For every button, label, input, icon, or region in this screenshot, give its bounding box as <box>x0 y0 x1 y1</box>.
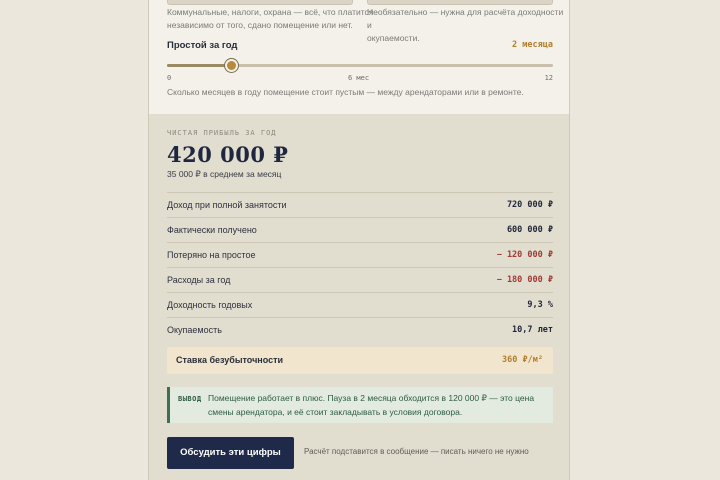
conclusion-box <box>167 387 553 423</box>
result-row-label: Окупаемость <box>167 325 222 335</box>
results-panel <box>149 114 569 480</box>
purchase-price-input[interactable] <box>367 0 553 5</box>
inputs-panel <box>149 0 569 115</box>
result-row-value: 720 000 ₽ <box>506 200 553 210</box>
result-row <box>167 217 553 242</box>
breakeven-row <box>167 347 553 374</box>
vacancy-hint: Сколько месяцев в году помещение стоит пустым — между арендаторами или в ремонте. <box>167 87 524 97</box>
result-row-value: − 120 000 ₽ <box>496 250 553 260</box>
result-row <box>167 317 553 342</box>
result-row-label: Доход при полной занятости <box>167 200 287 210</box>
vacancy-slider-fill <box>167 64 231 67</box>
result-row <box>167 242 553 267</box>
result-row-value: 9,3 % <box>527 300 553 310</box>
purchase-price-hint: Необязательно — нужна для расчёта доходности и окупаемости. <box>367 7 564 43</box>
vacancy-tick-mid: 6 мес <box>348 74 370 82</box>
monthly-average: 35 000 ₽ в среднем за месяц <box>167 169 282 179</box>
result-row-label: Доходность годовых <box>167 300 253 310</box>
result-row <box>167 267 553 292</box>
calculator-card <box>148 0 570 480</box>
net-profit-caption: ЧИСТАЯ ПРИБЫЛЬ ЗА ГОД <box>167 129 277 137</box>
breakeven-value: 360 ₽/м² <box>502 355 543 365</box>
result-row-label: Потеряно на простое <box>167 250 256 260</box>
result-row <box>167 192 553 217</box>
result-row <box>167 292 553 317</box>
conclusion-text: Помещение работает в плюс. Пауза в 2 месяца обходится в 120 000 ₽ — это цена смены арендатора, и её стоит закладывать в условия договора. <box>208 393 535 417</box>
result-row-value: 10,7 лет <box>512 325 553 335</box>
utility-costs-hint: Коммунальные, налоги, охрана — всё, что платится независимо от того, сдано помещение или нет. <box>167 7 374 30</box>
net-profit-amount: 420 000 ₽ <box>167 142 289 167</box>
result-row-label: Фактически получено <box>167 225 257 235</box>
result-row-value: − 180 000 ₽ <box>496 275 553 285</box>
result-row-value: 600 000 ₽ <box>506 225 553 235</box>
result-row-label: Расходы за год <box>167 275 231 285</box>
vacancy-label: Простой за год <box>167 40 238 51</box>
vacancy-tick-max: 12 <box>544 74 553 82</box>
breakeven-label: Ставка безубыточности <box>176 355 284 365</box>
vacancy-slider-thumb[interactable] <box>225 59 238 72</box>
utility-costs-input[interactable] <box>167 0 353 5</box>
cta-note: Расчёт подставится в сообщение — писать ничего не нужно <box>304 447 529 456</box>
vacancy-value: 2 месяца <box>512 40 553 50</box>
discuss-numbers-button[interactable]: Обсудить эти цифры <box>167 437 294 469</box>
vacancy-slider[interactable] <box>167 64 553 67</box>
conclusion-tag: ВЫВОД <box>178 395 202 403</box>
vacancy-tick-min: 0 <box>167 74 172 82</box>
